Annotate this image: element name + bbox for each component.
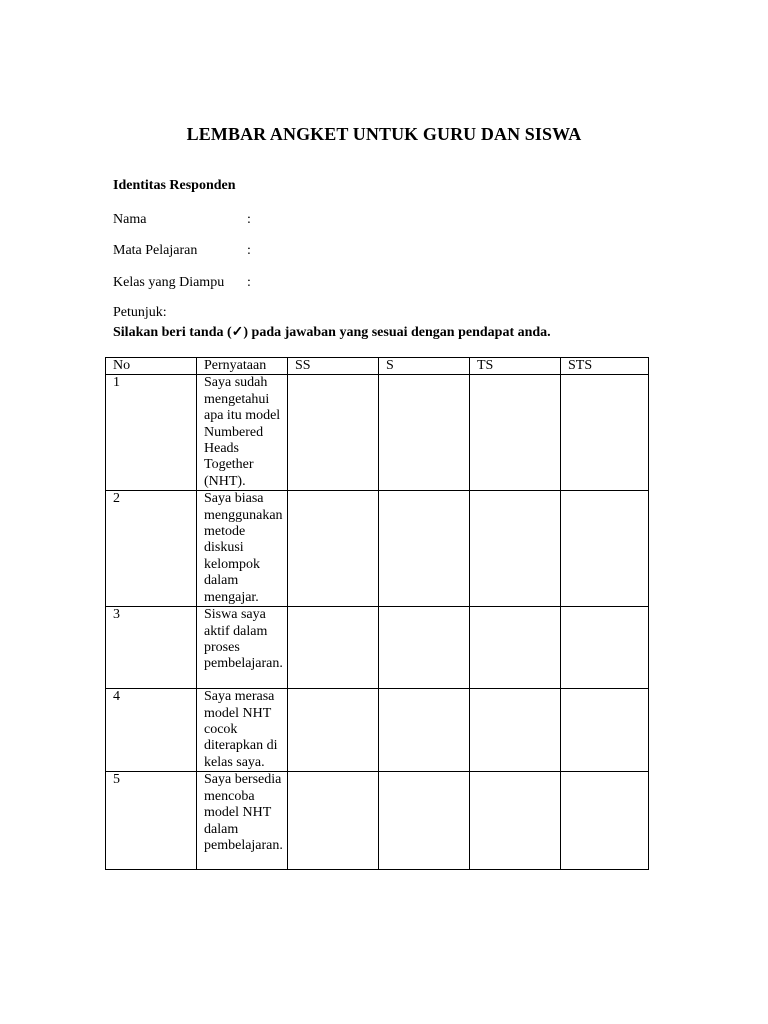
table-row <box>106 607 649 689</box>
row-statement: Siswa saya aktif dalam proses pembelajaran. <box>204 607 283 672</box>
row-statement: Saya merasa model NHT cocok diterapkan di kelas saya. <box>204 689 278 770</box>
answer-cell-sts[interactable] <box>561 375 649 491</box>
answer-cell-sts[interactable] <box>561 772 649 870</box>
row-statement: Saya sudah mengetahui apa itu model Numbered Heads Together (NHT). <box>204 375 281 489</box>
field-label-nama: Nama <box>113 212 147 227</box>
answer-cell-sts[interactable] <box>561 491 649 607</box>
answer-cell-s[interactable] <box>379 375 470 491</box>
answer-cell-s[interactable] <box>379 689 470 772</box>
row-statement-cell <box>197 375 288 491</box>
field-separator: : <box>247 212 251 227</box>
answer-cell-ss[interactable] <box>288 491 379 607</box>
instruction-label: Petunjuk: <box>113 305 167 320</box>
row-number: 2 <box>106 491 197 607</box>
header-sts: STS <box>561 358 649 375</box>
answer-cell-ss[interactable] <box>288 375 379 491</box>
answer-cell-ts[interactable] <box>470 375 561 491</box>
row-number: 4 <box>106 689 197 772</box>
table-header-row <box>106 358 649 375</box>
document-title: LEMBAR ANGKET UNTUK GURU DAN SISWA <box>186 124 582 144</box>
row-statement-cell <box>197 772 288 870</box>
row-statement: Saya biasa menggunakan metode diskusi kelompok dalam mengajar. <box>204 491 283 605</box>
table-row <box>106 772 649 870</box>
header-s: S <box>379 358 470 375</box>
row-statement-cell <box>197 689 288 772</box>
answer-cell-ss[interactable] <box>288 772 379 870</box>
survey-table <box>105 357 649 870</box>
answer-cell-ts[interactable] <box>470 689 561 772</box>
answer-cell-s[interactable] <box>379 772 470 870</box>
answer-cell-sts[interactable] <box>561 607 649 689</box>
table-row <box>106 375 649 491</box>
row-statement: Saya bersedia mencoba model NHT dalam pembelajaran. <box>204 772 283 853</box>
row-statement-cell <box>197 491 288 607</box>
answer-cell-ts[interactable] <box>470 491 561 607</box>
row-number: 3 <box>106 607 197 689</box>
answer-cell-s[interactable] <box>379 491 470 607</box>
field-separator: : <box>247 243 251 258</box>
answer-cell-ss[interactable] <box>288 607 379 689</box>
instruction-text: Silakan beri tanda (✓) pada jawaban yang sesuai dengan pendapat anda. <box>113 325 551 340</box>
answer-cell-ss[interactable] <box>288 689 379 772</box>
answer-cell-ts[interactable] <box>470 607 561 689</box>
row-number: 5 <box>106 772 197 870</box>
header-ss: SS <box>288 358 379 375</box>
header-ts: TS <box>470 358 561 375</box>
answer-cell-sts[interactable] <box>561 689 649 772</box>
header-no: No <box>106 358 197 375</box>
table-row <box>106 689 649 772</box>
answer-cell-s[interactable] <box>379 607 470 689</box>
field-label-mata-pelajaran: Mata Pelajaran <box>113 243 198 258</box>
row-statement-cell <box>197 607 288 689</box>
answer-cell-ts[interactable] <box>470 772 561 870</box>
identity-heading: Identitas Responden <box>113 178 236 193</box>
header-pernyataan: Pernyataan <box>197 358 288 375</box>
table-row <box>106 491 649 607</box>
row-number: 1 <box>106 375 197 491</box>
field-separator: : <box>247 275 251 290</box>
field-label-kelas: Kelas yang Diampu <box>113 275 225 290</box>
